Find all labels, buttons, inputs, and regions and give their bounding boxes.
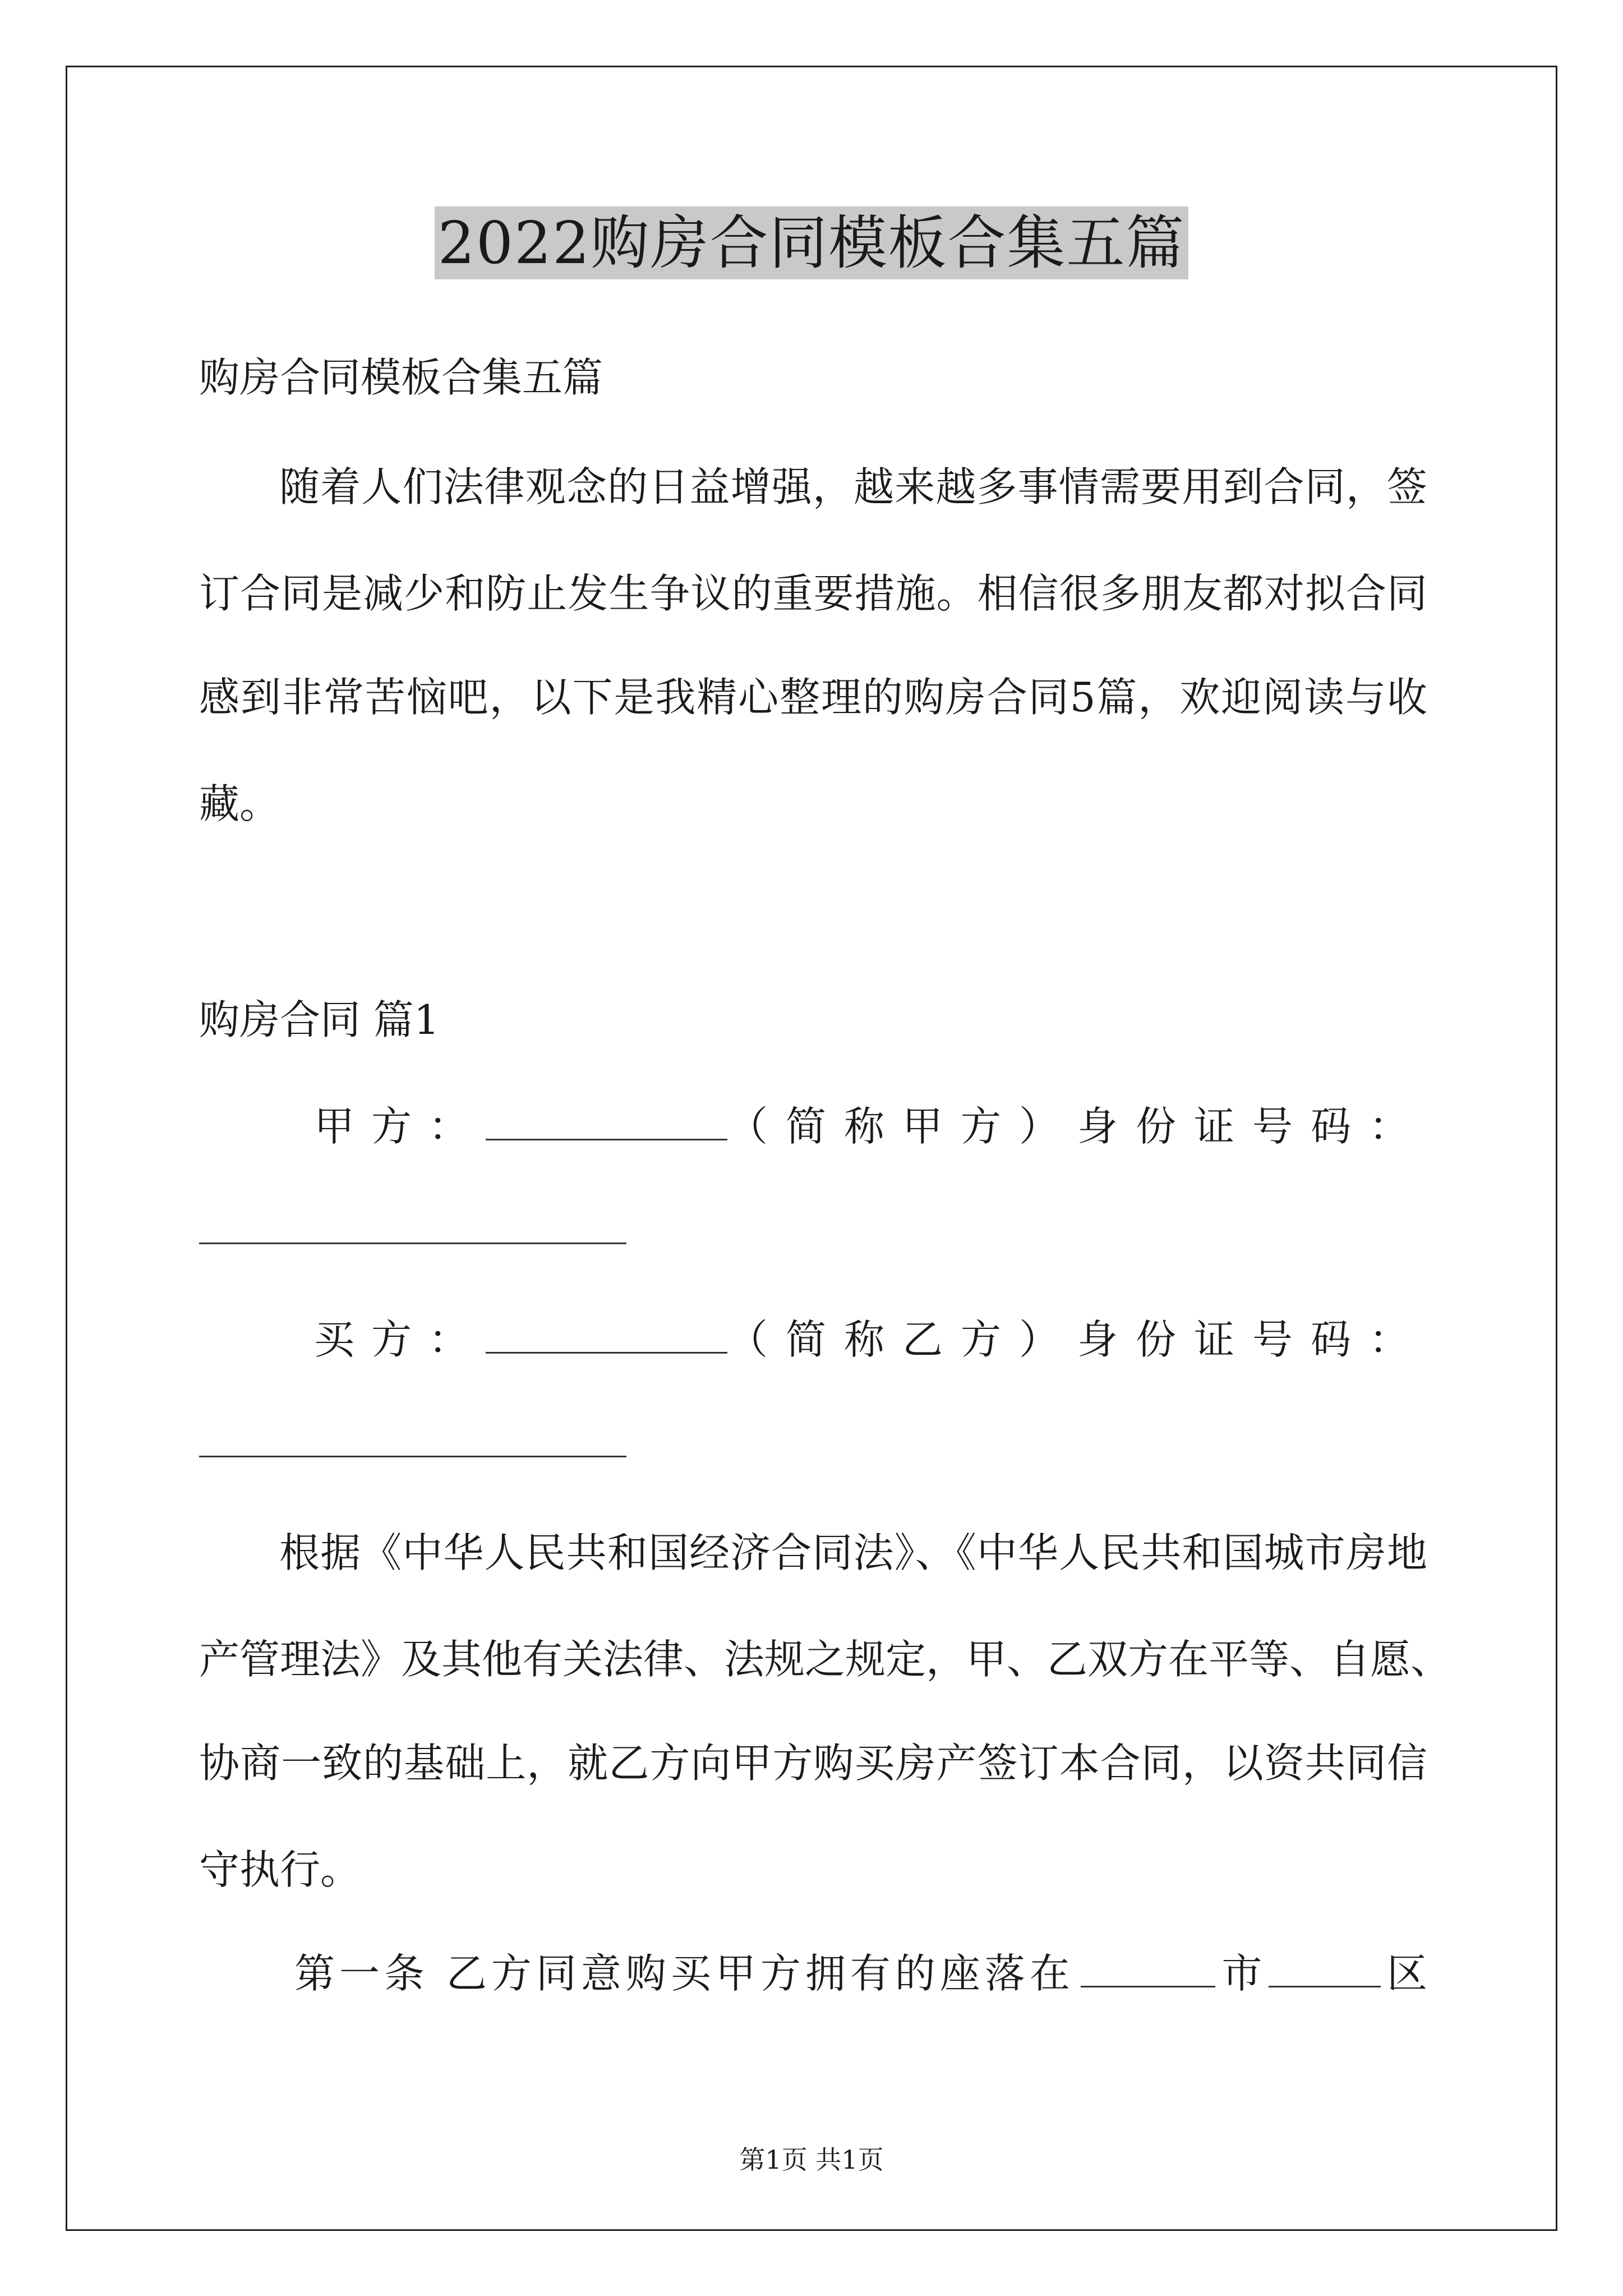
- party-b-name-blank[interactable]: [486, 1318, 727, 1354]
- intro-line-4: 藏。: [199, 780, 280, 827]
- document-subtitle: 购房合同模板合集五篇: [199, 354, 603, 401]
- article-1-text: 第一条 乙方同意购买甲方拥有的座落在: [294, 1950, 1075, 1997]
- party-a-id-blank[interactable]: [199, 1243, 626, 1244]
- party-b-note: （简称乙方）: [727, 1316, 1077, 1363]
- basis-line-3: 协商一致的基础上，就乙方向甲方购买房产签订本合同，以资共同信: [199, 1740, 1427, 1787]
- article-1-row: [294, 1947, 1427, 2000]
- district-blank[interactable]: [1269, 1952, 1381, 1987]
- document-title: 2022购房合同模板合集五篇: [435, 206, 1189, 279]
- party-a-note: （简称甲方）: [727, 1103, 1077, 1150]
- city-suffix: 市: [1221, 1950, 1262, 1997]
- district-suffix: 区: [1386, 1950, 1427, 1997]
- party-a-label: 甲方：: [314, 1103, 486, 1150]
- basis-line-4: 守执行。: [199, 1846, 361, 1893]
- party-a-row: [314, 1099, 1427, 1153]
- page-footer: 第1页 共1页: [739, 2145, 884, 2175]
- intro-line-1: 随着人们法律观念的日益增强，越来越多事情需要用到合同，签: [279, 463, 1427, 510]
- city-blank[interactable]: [1081, 1952, 1215, 1987]
- party-a-id-label: 身份证号码：: [1077, 1103, 1427, 1150]
- title-wrap: [0, 206, 1623, 279]
- party-b-id-label: 身份证号码：: [1077, 1316, 1427, 1363]
- party-b-id-blank[interactable]: [199, 1456, 626, 1457]
- party-b-label: 买方：: [314, 1316, 486, 1363]
- party-a-name-blank[interactable]: [486, 1105, 727, 1140]
- party-b-row: [314, 1313, 1427, 1366]
- intro-line-3: 感到非常苦恼吧，以下是我精心整理的购房合同5篇，欢迎阅读与收: [199, 674, 1427, 721]
- basis-line-1: 根据《中华人民共和国经济合同法》、《中华人民共和国城市房地: [279, 1529, 1427, 1576]
- intro-line-2: 订合同是减少和防止发生争议的重要措施。相信很多朋友都对拟合同: [199, 570, 1427, 617]
- section-heading: 购房合同 篇1: [199, 996, 440, 1043]
- basis-line-2: 产管理法》及其他有关法律、法规之规定，甲、乙双方在平等、自愿、: [199, 1636, 1451, 1683]
